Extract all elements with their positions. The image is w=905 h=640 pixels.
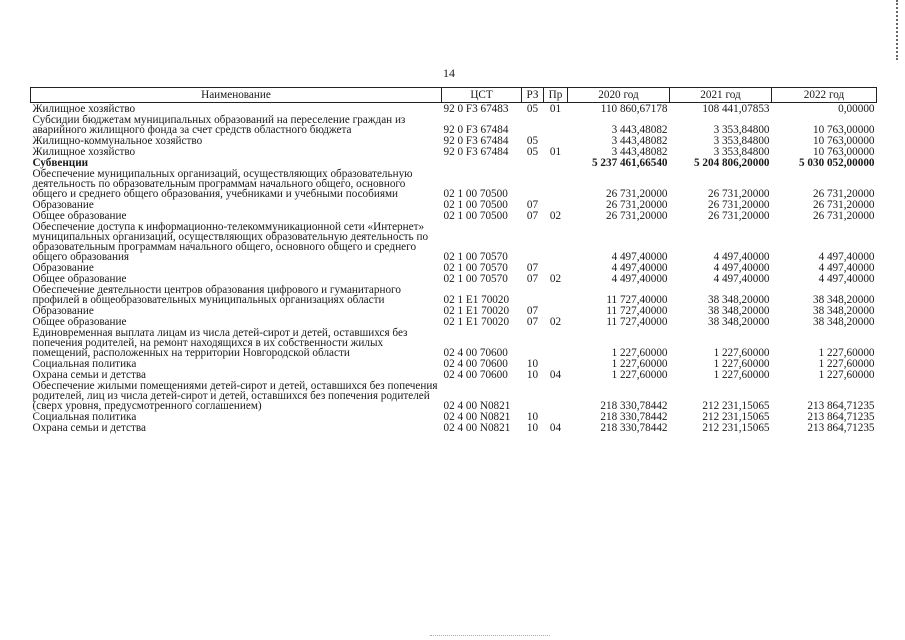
cell-2021: 108 441,07853 (702, 103, 770, 115)
cell-pr: 02 (549, 273, 562, 285)
cell-cst: 02 4 00 70600 (443, 369, 508, 381)
cell-rz (522, 327, 544, 358)
table-row (31, 305, 877, 316)
cell-2020: 11 727,40000 (606, 305, 668, 317)
table-row (31, 221, 877, 262)
cell-cst: 02 4 00 70600 (443, 347, 508, 359)
cell-2020: 218 330,78442 (600, 411, 668, 423)
cell-2021: 3 353,84800 (713, 135, 770, 147)
cell-rz (522, 284, 544, 305)
cell-rz (522, 221, 544, 262)
cell-pr (544, 199, 568, 210)
cell-2022: 4 497,40000 (818, 262, 875, 274)
cell-pr (544, 380, 568, 411)
cell-name: Обеспечение деятельности центров образования цифрового и гуманитарного профилей в общеобразовательных муниципальных организациях области (32, 284, 401, 306)
cell-cst: 92 0 F3 67484 (443, 124, 509, 136)
cell-pr (544, 305, 568, 316)
table-row (31, 168, 877, 199)
table-row (31, 210, 877, 221)
cell-pr (544, 358, 568, 369)
cell-rz: 10 (526, 411, 539, 423)
cell-2021: 38 348,20000 (707, 305, 770, 317)
table-row (31, 135, 877, 146)
table-row (31, 358, 877, 369)
cell-cst: 02 1 00 70570 (443, 273, 508, 285)
cell-2022: 26 731,20000 (812, 188, 875, 200)
cell-rz: 07 (526, 305, 539, 317)
cell-name: Жилищно-коммунальное хозяйство (32, 135, 203, 147)
cell-2020: 4 497,40000 (611, 251, 668, 263)
cell-name: Охрана семьи и детства (32, 422, 146, 434)
cell-2021: 26 731,20000 (707, 188, 770, 200)
cell-2021: 212 231,15065 (702, 411, 770, 423)
cell-name: Обеспечение доступа к информационно-телекоммуникационной сети «Интернет» муниципальных организаций, осуществляющих образовательную деятельность по образовательным программам начального общего, основного общего и среднего общего образования (32, 221, 429, 263)
cell-2022: 1 227,60000 (818, 347, 875, 359)
cell-2022: 1 227,60000 (818, 369, 875, 381)
table-row (31, 199, 877, 210)
table-row (31, 157, 877, 168)
cell-2020: 26 731,20000 (605, 199, 668, 211)
cell-cst: 92 0 F3 67484 (443, 146, 509, 158)
cell-pr (544, 114, 568, 135)
cell-cst: 92 0 F3 67483 (443, 103, 509, 115)
cell-2020: 4 497,40000 (611, 273, 668, 285)
cell-2020: 3 443,48082 (611, 146, 668, 158)
cell-pr: 04 (549, 422, 562, 434)
cell-name: Образование (32, 262, 94, 274)
cell-name: Общее образование (32, 273, 127, 285)
cell-rz: 10 (526, 369, 539, 381)
cell-rz: 07 (526, 262, 539, 274)
cell-2020: 26 731,20000 (605, 188, 668, 200)
cell-2021: 1 227,60000 (713, 358, 770, 370)
table-row (31, 262, 877, 273)
table-row (31, 284, 877, 305)
table-row (31, 103, 877, 115)
cell-2021: 38 348,20000 (707, 294, 770, 306)
cell-pr (544, 411, 568, 422)
cell-rz: 05 (526, 135, 539, 147)
cell-rz: 05 (526, 146, 539, 158)
cell-2021: 5 204 806,20000 (693, 157, 770, 169)
header-2021: 2021 год (670, 88, 772, 103)
header-2022: 2022 год (772, 88, 877, 103)
cell-name: Обеспечение жилыми помещениями детей-сирот и детей, оставшихся без попечения родителей, лиц из числа детей-сирот и детей, оставшихся без попечения родителей (сверх уровня, предусмотренного соглашением) (32, 380, 438, 412)
cell-pr (544, 157, 568, 168)
cell-rz (522, 380, 544, 411)
cell-2021: 26 731,20000 (707, 210, 770, 222)
cell-name: Общее образование (32, 210, 127, 222)
cell-pr: 02 (549, 316, 562, 328)
table-row (31, 327, 877, 358)
cell-2022: 1 227,60000 (818, 358, 875, 370)
cell-2021: 4 497,40000 (713, 251, 770, 263)
table-row (31, 146, 877, 157)
cell-2022: 4 497,40000 (818, 273, 875, 285)
cell-2020: 110 860,67178 (600, 103, 668, 115)
cell-2020: 3 443,48082 (611, 135, 668, 147)
cell-pr (544, 262, 568, 273)
cell-cst: 02 4 00 N0821 (443, 400, 511, 412)
cell-cst: 02 1 00 70570 (443, 251, 508, 263)
cell-rz: 05 (526, 103, 539, 115)
cell-2021: 3 353,84800 (713, 124, 770, 136)
cell-2021: 212 231,15065 (702, 400, 770, 412)
cell-2022: 213 864,71235 (807, 411, 875, 423)
table-row (31, 380, 877, 411)
page-bottom-mark (430, 635, 550, 638)
cell-name: Субвенции (32, 157, 89, 169)
cell-2022: 10 763,00000 (812, 124, 875, 136)
header-cst: ЦСТ (442, 88, 522, 103)
cell-rz: 07 (526, 273, 539, 285)
header-rz: РЗ (522, 88, 544, 103)
cell-cst: 92 0 F3 67484 (443, 135, 509, 147)
cell-2021: 212 231,15065 (702, 422, 770, 434)
cell-2020: 218 330,78442 (600, 422, 668, 434)
cell-cst: 02 1 00 70500 (443, 199, 508, 211)
cell-cst: 02 4 00 N0821 (443, 422, 511, 434)
cell-2020: 5 237 461,66540 (591, 157, 668, 169)
cell-2020: 1 227,60000 (611, 369, 668, 381)
cell-2021: 26 731,20000 (707, 199, 770, 211)
cell-2020: 218 330,78442 (600, 400, 668, 412)
cell-2022: 5 030 052,00000 (798, 157, 875, 169)
cell-2020: 4 497,40000 (611, 262, 668, 274)
cell-name: Жилищное хозяйство (32, 146, 136, 158)
cell-name: Жилищное хозяйство (32, 103, 136, 115)
table-row (31, 114, 877, 135)
table-row (31, 422, 877, 433)
cell-2022: 26 731,20000 (812, 199, 875, 211)
cell-rz: 07 (526, 210, 539, 222)
cell-2022: 10 763,00000 (812, 146, 875, 158)
header-row (31, 88, 877, 103)
cell-2022: 4 497,40000 (818, 251, 875, 263)
cell-2021: 4 497,40000 (713, 273, 770, 285)
cell-name: Обеспечение муниципальных организаций, осуществляющих образовательную деятельность по образовательным программам начального общего, основного общего и среднего общего образования, учебниками и учебными пособиями (32, 168, 413, 200)
cell-pr: 01 (549, 146, 562, 158)
cell-pr (544, 168, 568, 199)
cell-2021: 38 348,20000 (707, 316, 770, 328)
cell-2022: 38 348,20000 (812, 305, 875, 317)
cell-2022: 0,00000 (838, 103, 875, 115)
cell-cst: 02 1 E1 70020 (443, 305, 510, 317)
cell-name: Социальная политика (32, 358, 137, 370)
cell-cst: 02 4 00 70600 (443, 358, 508, 370)
cell-cst: 02 1 E1 70020 (443, 294, 510, 306)
table-row (31, 369, 877, 380)
cell-2021: 3 353,84800 (713, 146, 770, 158)
header-name: Наименование (31, 88, 442, 103)
cell-2020: 11 727,40000 (606, 294, 668, 306)
cell-pr (544, 284, 568, 305)
header-pr: Пр (544, 88, 568, 103)
cell-name: Единовременная выплата лицам из числа детей-сирот и детей, оставшихся без попечения родителей, на ремонт находящихся в их собственности жилых помещений, расположенных на территории Новгородской области (32, 327, 408, 359)
page-number: 14 (443, 66, 455, 80)
cell-2020: 26 731,20000 (605, 210, 668, 222)
cell-2022: 213 864,71235 (807, 422, 875, 434)
cell-cst (442, 157, 522, 168)
page-edge-mark (896, 0, 901, 60)
cell-pr: 04 (549, 369, 562, 381)
cell-cst: 02 1 E1 70020 (443, 316, 510, 328)
cell-cst: 02 4 00 N0821 (443, 411, 511, 423)
cell-cst: 02 1 00 70500 (443, 210, 508, 222)
cell-name: Социальная политика (32, 411, 137, 423)
cell-2020: 11 727,40000 (606, 316, 668, 328)
cell-name: Образование (32, 199, 94, 211)
cell-rz (522, 157, 544, 168)
budget-table (30, 87, 877, 433)
table-row (31, 273, 877, 284)
cell-rz: 07 (526, 316, 539, 328)
cell-pr: 02 (549, 210, 562, 222)
cell-cst: 02 1 00 70570 (443, 262, 508, 274)
cell-cst: 02 1 00 70500 (443, 188, 508, 200)
cell-2021: 1 227,60000 (713, 369, 770, 381)
table-header (31, 88, 877, 103)
cell-2022: 38 348,20000 (812, 294, 875, 306)
table-row (31, 411, 877, 422)
cell-rz (522, 168, 544, 199)
cell-rz: 10 (526, 358, 539, 370)
cell-2021: 4 497,40000 (713, 262, 770, 274)
cell-2020: 3 443,48082 (611, 124, 668, 136)
cell-rz (522, 114, 544, 135)
cell-rz: 07 (526, 199, 539, 211)
cell-2022: 38 348,20000 (812, 316, 875, 328)
cell-2020: 1 227,60000 (611, 358, 668, 370)
cell-2022: 26 731,20000 (812, 210, 875, 222)
cell-2020: 1 227,60000 (611, 347, 668, 359)
cell-pr (544, 135, 568, 146)
cell-name: Образование (32, 305, 94, 317)
cell-pr (544, 221, 568, 262)
cell-name: Охрана семьи и детства (32, 369, 146, 381)
table-row (31, 316, 877, 327)
cell-name: Субсидии бюджетам муниципальных образований на переселение граждан из аварийного жилищного фонда за счет средств областного бюджета (32, 114, 406, 136)
cell-name: Общее образование (32, 316, 127, 328)
cell-rz: 10 (526, 422, 539, 434)
cell-2022: 10 763,00000 (812, 135, 875, 147)
cell-2022: 213 864,71235 (807, 400, 875, 412)
cell-2021: 1 227,60000 (713, 347, 770, 359)
cell-pr: 01 (549, 103, 562, 115)
header-2020: 2020 год (568, 88, 670, 103)
table-body (31, 103, 877, 434)
cell-pr (544, 327, 568, 358)
